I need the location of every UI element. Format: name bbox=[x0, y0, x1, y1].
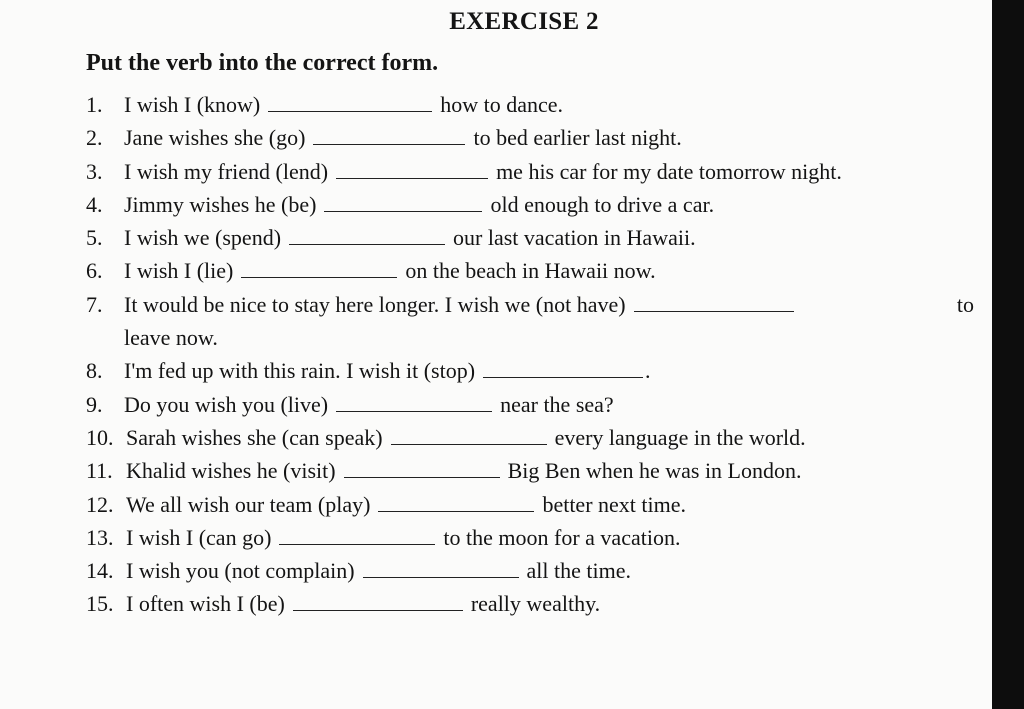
answer-blank[interactable] bbox=[336, 156, 488, 179]
exercise-item-15 bbox=[86, 587, 976, 620]
answer-blank[interactable] bbox=[289, 222, 445, 245]
item-prompt: I'm fed up with this rain. I wish it (stop) bbox=[124, 358, 476, 384]
item-number: 6. bbox=[86, 258, 103, 284]
exercise-item-8 bbox=[86, 354, 976, 387]
item-continuation: to bbox=[956, 291, 974, 317]
item-number: 3. bbox=[86, 158, 103, 184]
item-continuation: how to dance. bbox=[440, 92, 564, 117]
exercise-item-6 bbox=[86, 254, 976, 287]
item-number: 5. bbox=[86, 225, 103, 251]
answer-blank[interactable] bbox=[324, 189, 482, 212]
answer-blank[interactable] bbox=[378, 489, 534, 512]
item-continuation: really wealthy. bbox=[470, 591, 601, 617]
item-prompt: I wish you (not complain) bbox=[126, 558, 355, 584]
item-continuation: to bed earlier last night. bbox=[473, 125, 682, 151]
item-prompt: I often wish I (be) bbox=[126, 591, 285, 617]
item-number: 4. bbox=[86, 191, 103, 217]
answer-blank[interactable] bbox=[241, 255, 397, 278]
exercise-item-10 bbox=[86, 421, 976, 454]
item-prompt: Do you wish you (live) bbox=[124, 391, 329, 417]
exercise-item-14 bbox=[86, 554, 976, 587]
exercise-item-7 bbox=[86, 288, 976, 355]
item-number: 12. bbox=[86, 491, 114, 517]
exercise-item-3 bbox=[86, 155, 976, 188]
answer-blank[interactable] bbox=[268, 89, 432, 112]
item-number: 13. bbox=[86, 524, 114, 550]
item-prompt: Jane wishes she (go) bbox=[124, 125, 306, 151]
item-prompt: We all wish our team (play) bbox=[126, 491, 371, 517]
item-continuation: all the time. bbox=[526, 558, 631, 584]
answer-blank[interactable] bbox=[483, 355, 643, 378]
item-number: 10. bbox=[86, 424, 114, 450]
item-continuation: me his car for my date tomorrow night. bbox=[496, 158, 842, 184]
item-prompt: Jimmy wishes he (be) bbox=[124, 191, 317, 217]
item-continuation: old enough to drive a car. bbox=[490, 191, 715, 217]
item-number: 11. bbox=[86, 458, 113, 484]
item-continuation: near the sea? bbox=[500, 391, 614, 417]
instruction-text: Put the verb into the correct form. bbox=[86, 50, 439, 76]
item-continuation: Big Ben when he was in London. bbox=[507, 458, 802, 484]
item-prompt: It would be nice to stay here longer. I wish we (not have) bbox=[124, 291, 626, 317]
item-continuation-line2: leave now. bbox=[124, 325, 218, 351]
item-number: 9. bbox=[86, 391, 103, 417]
answer-blank[interactable] bbox=[336, 389, 492, 412]
item-number: 2. bbox=[86, 125, 103, 151]
item-continuation: better next time. bbox=[542, 491, 686, 517]
item-number: 1. bbox=[86, 92, 103, 117]
exercise-item-13 bbox=[86, 521, 976, 554]
item-continuation: our last vacation in Hawaii. bbox=[453, 225, 696, 251]
exercise-item-2 bbox=[86, 121, 976, 154]
item-number: 15. bbox=[86, 591, 114, 617]
item-prompt: I wish I (know) bbox=[124, 92, 261, 117]
answer-blank[interactable] bbox=[293, 588, 463, 611]
item-number: 8. bbox=[86, 358, 103, 384]
exercise-item-12 bbox=[86, 488, 976, 521]
item-prompt: I wish my friend (lend) bbox=[124, 158, 329, 184]
answer-blank[interactable] bbox=[279, 522, 435, 545]
dark-scan-edge bbox=[992, 0, 1024, 709]
exercise-item-4 bbox=[86, 188, 976, 221]
exercise-title: EXERCISE 2 bbox=[449, 8, 599, 35]
exercise-list bbox=[86, 88, 976, 621]
item-prompt: I wish I (lie) bbox=[124, 258, 234, 284]
answer-blank[interactable] bbox=[391, 422, 547, 445]
item-continuation: every language in the world. bbox=[554, 424, 806, 450]
answer-blank[interactable] bbox=[344, 455, 500, 478]
item-continuation: on the beach in Hawaii now. bbox=[405, 258, 656, 284]
answer-blank[interactable] bbox=[634, 289, 794, 312]
item-prompt: Khalid wishes he (visit) bbox=[126, 458, 336, 484]
item-number: 14. bbox=[86, 558, 114, 584]
exercise-item-9 bbox=[86, 388, 976, 421]
item-continuation: . bbox=[645, 358, 651, 384]
exercise-item-5 bbox=[86, 221, 976, 254]
item-prompt: Sarah wishes she (can speak) bbox=[126, 424, 383, 450]
answer-blank[interactable] bbox=[363, 555, 519, 578]
exercise-item-1 bbox=[86, 88, 976, 121]
item-prompt: I wish I (can go) bbox=[126, 524, 272, 550]
exercise-item-11 bbox=[86, 454, 976, 487]
item-prompt: I wish we (spend) bbox=[124, 225, 282, 251]
answer-blank[interactable] bbox=[313, 122, 465, 145]
item-continuation: to the moon for a vacation. bbox=[443, 524, 681, 550]
item-number: 7. bbox=[86, 291, 103, 317]
